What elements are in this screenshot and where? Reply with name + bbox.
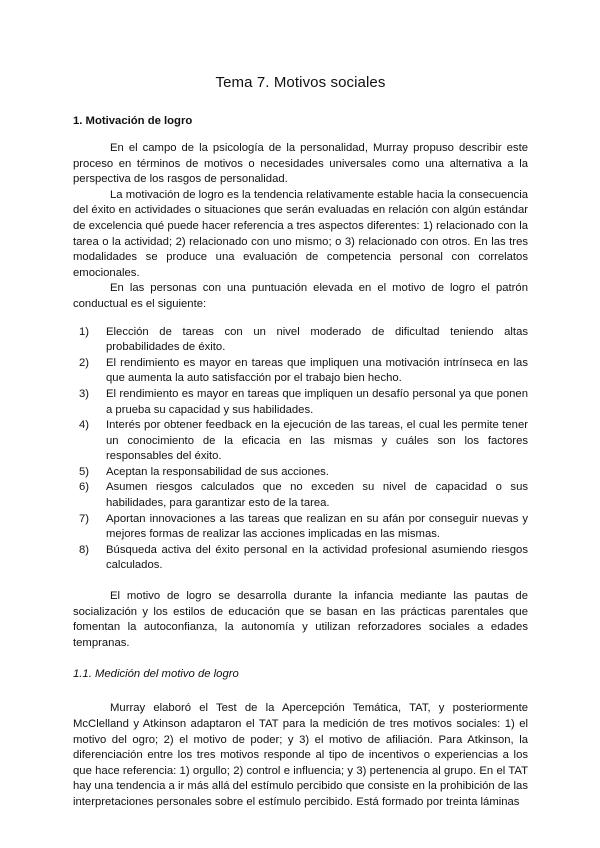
- section-heading-motivacion-logro: 1. Motivación de logro: [73, 115, 193, 127]
- list-item: [73, 325, 528, 356]
- behavior-pattern-list: [73, 325, 528, 575]
- list-number: 6): [79, 481, 90, 494]
- list-text: Búsqueda activa del éxito personal en la actividad profesional asumiendo riesgos calculados.: [106, 543, 528, 572]
- list-item: [73, 465, 528, 481]
- list-number: 3): [79, 387, 90, 400]
- list-item: [73, 356, 528, 387]
- list-text: El rendimiento es mayor en tareas que impliquen una motivación intrínseca en las que aumenta la auto satisfacción por el trabajo bien hecho.: [106, 356, 528, 385]
- list-text: Aceptan la responsabilidad de sus acciones.: [106, 465, 329, 478]
- list-item: [73, 418, 528, 465]
- list-number: 1): [79, 325, 90, 338]
- list-item: [73, 480, 528, 511]
- paragraph-closing: El motivo de logro se desarrolla durante la infancia mediante las pautas de socialización y los estilos de educación que se basan en las prácticas parentales que fomentan la autoconfianza, la autonomía y utilizan reforzadores sociales a edades tempranas.: [73, 590, 528, 649]
- list-text: Aportan innovaciones a las tareas que realizan en su afán por conseguir nuevas y mejores formas de realizar las acciones implicadas en las mismas.: [106, 512, 528, 541]
- list-number: 2): [79, 356, 90, 369]
- document-title: Tema 7. Motivos sociales: [215, 74, 386, 91]
- list-item: [73, 387, 528, 418]
- list-text: Elección de tareas con un nivel moderado de dificultad teniendo altas probabilidades de éxito.: [106, 325, 528, 354]
- list-item: [73, 543, 528, 574]
- paragraph-intro: En el campo de la psicología de la personalidad, Murray propuso describir este proceso en términos de motivos o necesidades universales como una alternativa a la perspectiva de los rasgos de personalidad.: [73, 142, 528, 186]
- list-number: 4): [79, 419, 90, 432]
- spacer: [73, 574, 528, 589]
- paragraph-pattern: En las personas con una puntuación elevada en el motivo de logro el patrón conductual es el siguiente:: [73, 282, 528, 310]
- list-number: 8): [79, 543, 90, 556]
- list-text: El rendimiento es mayor en tareas que impliquen un desafío personal ya que ponen a prueba su capacidad y sus habilidades.: [106, 387, 528, 416]
- list-number: 5): [79, 465, 90, 478]
- paragraph-definition: La motivación de logro es la tendencia relativamente estable hacia la consecuencia del éxito en actividades o situaciones que serán evaluadas en relación con algún estándar de excelencia qué puede hacer referencia a tres aspectos diferentes: 1) relacionado con la tarea o la actividad; 2) relacionado con uno mismo; o 3) relacionado con otros. En las tres modalidades se produce una evaluación de competencia personal con correlatos emocionales.: [73, 188, 528, 279]
- list-item: [73, 512, 528, 543]
- list-text: Interés por obtener feedback en la ejecución de las tareas, el cual les permite tener un conocimiento de la eficacia en las mismas y cuáles son los factores responsables del éxito.: [106, 419, 528, 463]
- subsection-heading-medicion: 1.1. Medición del motivo de logro: [73, 668, 239, 681]
- list-number: 7): [79, 512, 90, 525]
- list-text: Asumen riesgos calculados que no exceden su nivel de capacidad o sus habilidades, para garantizar esto de la tarea.: [106, 481, 528, 510]
- paragraph-tat: Murray elaboró el Test de la Apercepción Temática, TAT, y posteriormente McClelland y Atkinson adaptaron el TAT para la medición de tres motivos sociales: 1) el motivo del ogro; 2) el motivo de poder; y 3) el motivo de afiliación. Para Atkinson, la diferenciación entre los tres motivos responde al tipo de incentivos o experiencias a los que hace referencia: 1) orgullo; 2) control e influencia; y 3) pertenencia al grupo. En el TAT hay una tendencia a ir más allá del estímulo percibido que consiste en la prohibición de las interpretaciones personales sobre el estímulo percibido. Está formado por treinta láminas: [73, 702, 528, 808]
